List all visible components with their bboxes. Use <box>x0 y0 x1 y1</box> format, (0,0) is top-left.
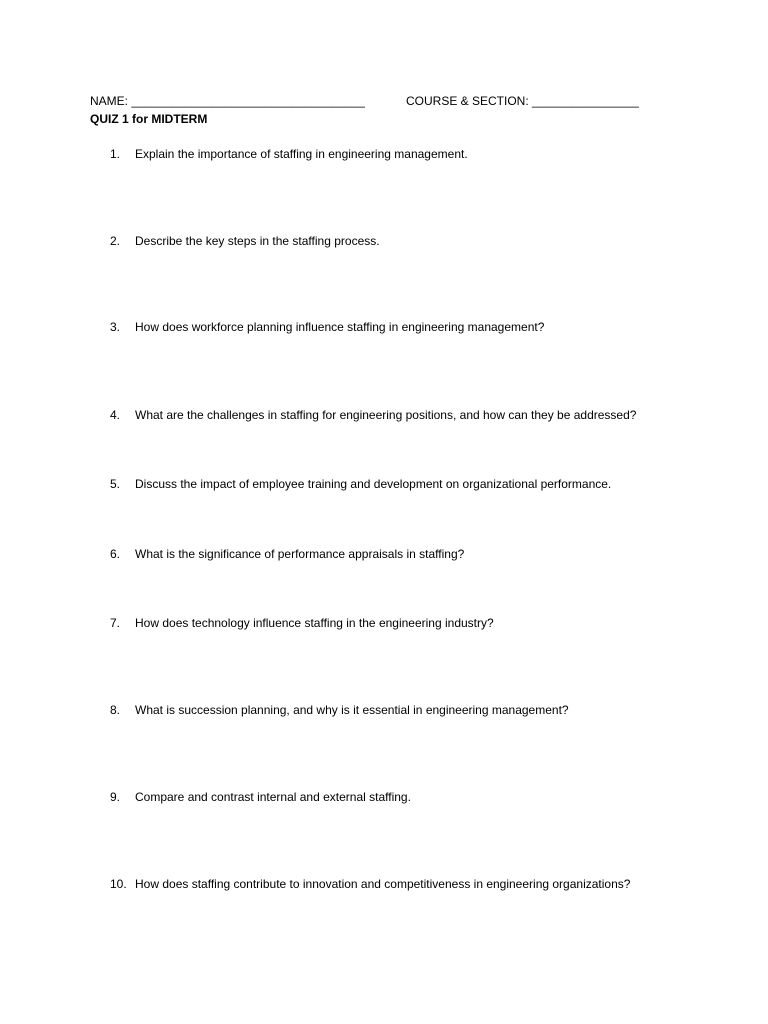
name-field-label: NAME: ___________________________________ <box>90 94 365 108</box>
question-text: Describe the key steps in the staffing process. <box>135 234 380 248</box>
header-line <box>90 94 650 110</box>
question-item <box>110 408 710 422</box>
question-item <box>110 790 710 804</box>
question-text: What is the significance of performance appraisals in staffing? <box>135 547 465 561</box>
question-text: How does technology influence staffing in the engineering industry? <box>135 616 494 630</box>
question-text: What are the challenges in staffing for engineering positions, and how can they be addressed? <box>135 408 637 422</box>
question-item <box>110 147 710 161</box>
question-number: 6. <box>110 547 121 561</box>
question-text: Explain the importance of staffing in engineering management. <box>135 147 468 161</box>
question-number: 2. <box>110 234 121 248</box>
question-text: Compare and contrast internal and external staffing. <box>135 790 411 804</box>
question-number: 10. <box>110 877 127 891</box>
question-item <box>110 616 710 630</box>
question-number: 9. <box>110 790 121 804</box>
question-number: 8. <box>110 703 121 717</box>
course-section-field-label: COURSE & SECTION: ________________ <box>406 94 639 108</box>
quiz-title: QUIZ 1 for MIDTERM <box>90 112 208 126</box>
question-number: 4. <box>110 408 121 422</box>
question-item <box>110 234 710 248</box>
question-item <box>110 703 710 717</box>
question-text: Discuss the impact of employee training and development on organizational performance. <box>135 477 612 491</box>
question-number: 7. <box>110 616 121 630</box>
question-text: How does workforce planning influence staffing in engineering management? <box>135 320 545 334</box>
question-text: How does staffing contribute to innovation and competitiveness in engineering organizations? <box>135 877 631 891</box>
question-number: 3. <box>110 320 121 334</box>
question-number: 1. <box>110 147 121 161</box>
question-number: 5. <box>110 477 121 491</box>
question-text: What is succession planning, and why is it essential in engineering management? <box>135 703 569 717</box>
question-item <box>110 877 710 891</box>
question-item <box>110 547 710 561</box>
question-item <box>110 320 710 334</box>
question-item <box>110 477 710 491</box>
